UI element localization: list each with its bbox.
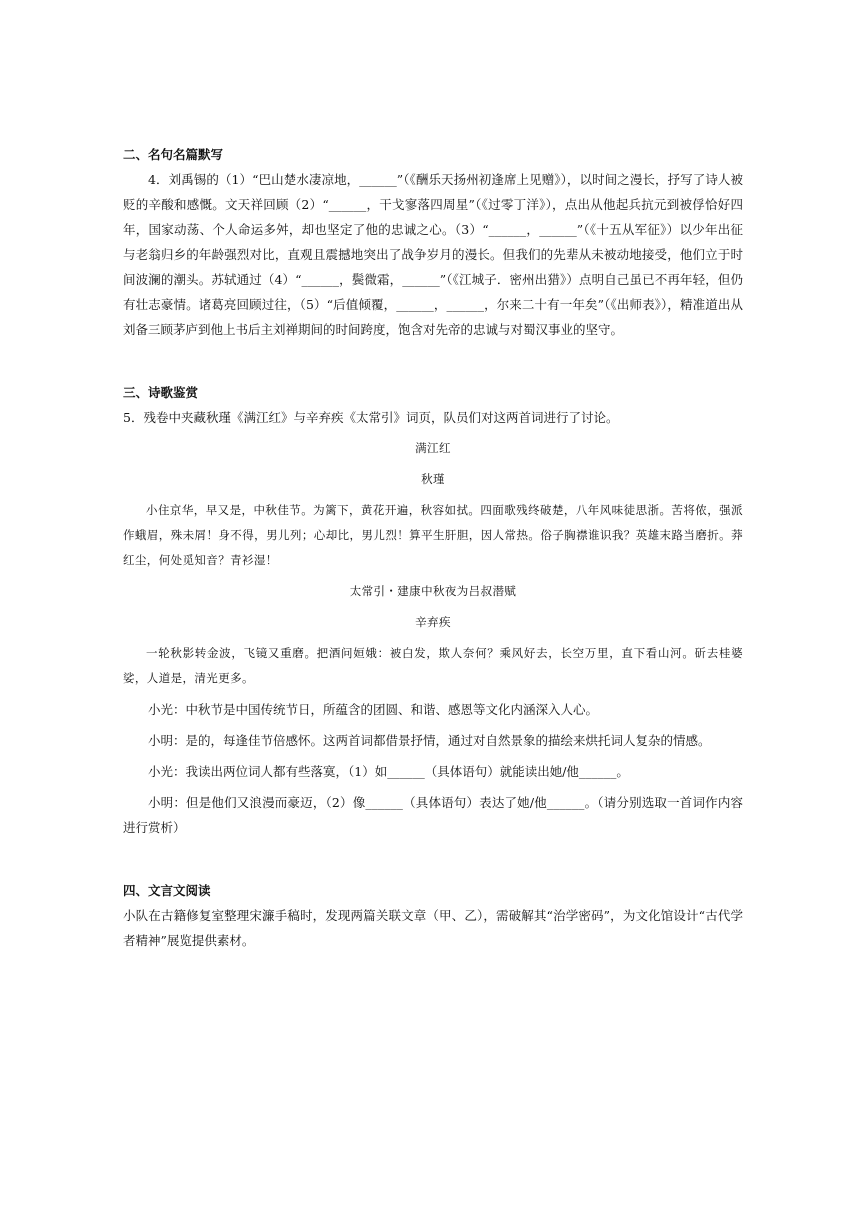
dialogue-line: 小光：中秋节是中国传统节日，所蕴含的团圆、和谐、感恩等文化内涵深入人心。 (148, 702, 599, 717)
poem-2-text: 一轮秋影转金波，飞镜又重磨。把酒问姮娥：被白发，欺人奈何？乘风好去，长空万里，直下看山河。斫去桂婆娑，人道是，清光更多。 (123, 646, 743, 685)
poem-2-author: 辛弃疾 (415, 615, 451, 629)
dialogue-line: 小明：但是他们又浪漫而豪迈，（2）像______（具体语句）表达了她/他______。（请分别选取一首词作内容进行赏析） (123, 795, 743, 835)
question-4-text: 4．刘禹锡的（1）“巴山楚水凄凉地，______”（《酬乐天扬州初逢席上见赠》），以时间之漫长，抒写了诗人被贬的辛酸和感慨。文天祥回顾（2）“______，干戈寥落四周星”（《过零丁洋》），点出从他起兵抗元到被俘恰好四年，国家动荡、个人命运多舛，却也坚定了他的忠诚之心。（3）“______，______”（《十五从军征》）以少年出征与老翁归乡的年龄强烈对比，直观且震撼地突出了战争岁月的漫长。但我们的先辈从未被动地接受，他们立于时间波澜的潮头。苏轼通过（4）“______，鬓微霜，______”（《江城子．密州出猎》）点明自己虽已不再年轻，但仍有壮志豪情。诸葛亮回顾过往，（5）“后值倾覆，______，______，尔来二十有一年矣”（《出师表》），精准道出从刘备三顾茅庐到他上书后主刘禅期间的时间跨度，饱含对先帝的忠诚与对蜀汉事业的坚守。 (123, 172, 743, 337)
dialogue-line: 小明：是的，每逢佳节倍感怀。这两首词都借景抒情，通过对自然景象的描绘来烘托词人复杂的情感。 (148, 733, 711, 748)
section-4-title: 四、文言文阅读 (123, 883, 211, 898)
dialogue-line: 小光：我读出两位词人都有些落寞，（1）如______（具体语句）就能读出她/他______。 (148, 764, 629, 779)
question-5-intro: 5．残卷中夹藏秋瑾《满江红》与辛弃疾《太常引》词页，队员们对这两首词进行了讨论。 (123, 410, 619, 425)
section-3-title: 三、诗歌鉴赏 (123, 385, 199, 400)
poem-2-title: 太常引・建康中秋夜为吕叔潜赋 (349, 584, 517, 598)
poem-1-author: 秋瑾 (421, 472, 445, 486)
poem-1-text: 小住京华，早又是，中秋佳节。为篱下，黄花开遍，秋容如拭。四面歌残终破楚，八年风味徒思浙。苦将侬，强派作蛾眉，殊未屑！身不得，男儿列；心却比，男儿烈！算平生肝胆，因人常热。俗子胸襟谁识我？英雄末路当磨折。莽红尘，何处觅知音？青衫湿！ (123, 503, 743, 567)
section-2-title: 二、名句名篇默写 (123, 147, 224, 162)
poem-1-title: 满江红 (415, 441, 451, 455)
exam-content (123, 142, 743, 953)
section-4-intro: 小队在古籍修复室整理宋濂手稿时，发现两篇关联文章（甲、乙），需破解其“治学密码”，为文化馆设计“古代学者精神”展览提供素材。 (123, 908, 743, 948)
